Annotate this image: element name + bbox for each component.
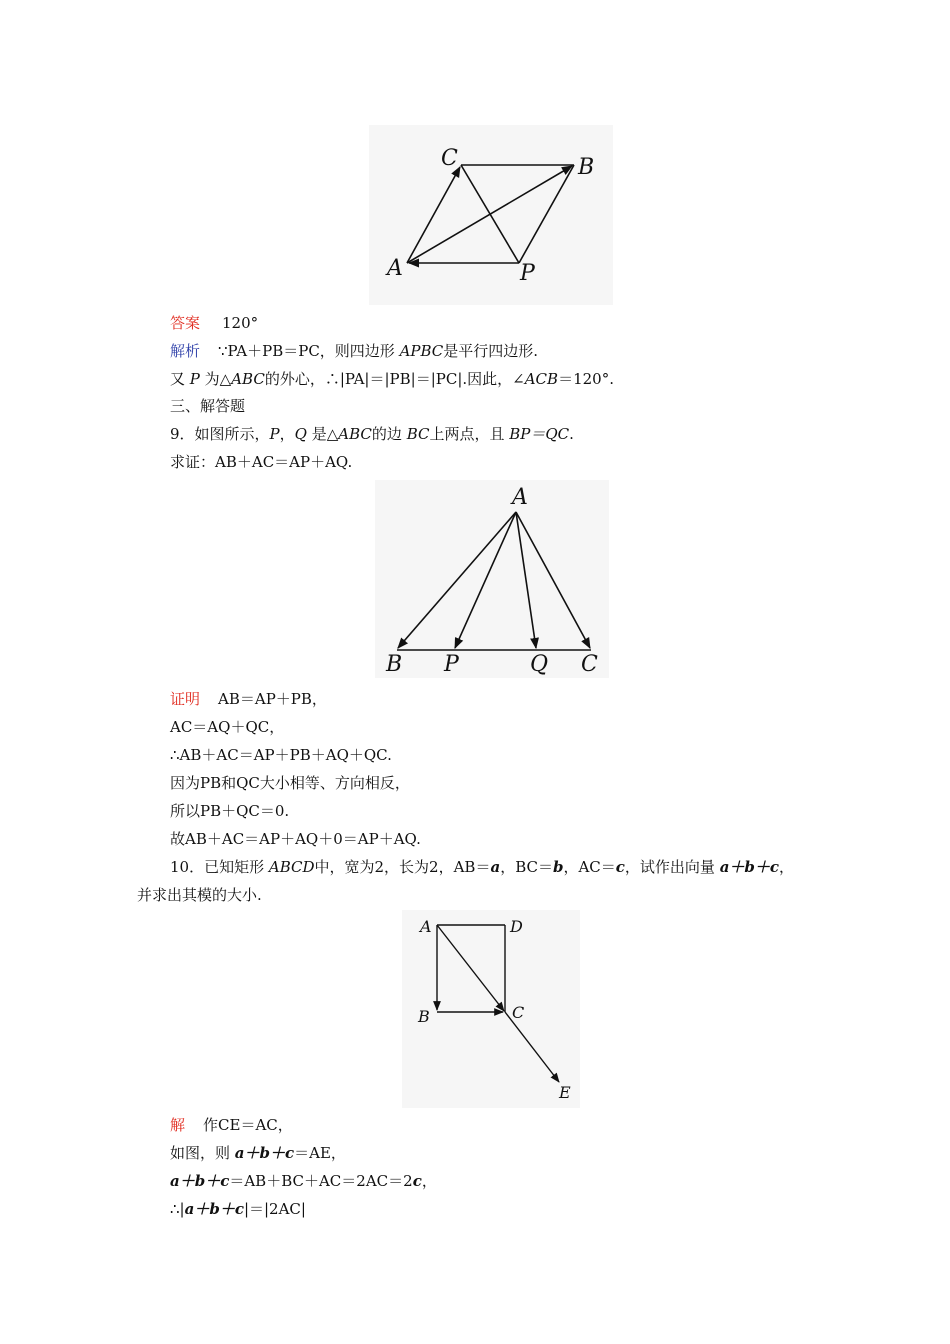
text: 上两点，且 <box>429 425 510 443</box>
text: ， <box>279 425 295 443</box>
problem10-statement-2: 并求出其模的大小. <box>137 886 262 904</box>
figure-parallelogram <box>369 125 613 305</box>
segment-bp <box>519 165 574 263</box>
text: 如图，则 <box>170 1144 235 1162</box>
vec-sum: a＋b＋c <box>719 858 780 876</box>
label-b: B <box>386 652 403 677</box>
proof-line-1 <box>170 689 327 709</box>
proof-line-6: 故AB＋AC＝AP＋AQ＋0＝AP＋AQ. <box>170 830 421 848</box>
text: ， <box>779 858 795 876</box>
var-p: P <box>189 370 200 388</box>
vector-ac <box>407 167 460 263</box>
solution-line-1 <box>170 1115 293 1135</box>
figure-triangle <box>375 480 609 678</box>
label-p: P <box>444 652 459 677</box>
text: ，AC＝ <box>563 858 616 876</box>
solution-tag: 解 <box>170 1116 186 1134</box>
problem9-prove: 求证：AB＋AC＝AP＋AQ. <box>170 453 353 471</box>
proof-tag: 证明 <box>170 690 201 708</box>
analysis-line-1 <box>170 341 538 361</box>
label-q: Q <box>530 652 549 677</box>
var-abc: ABC <box>231 370 265 388</box>
solution-line-2 <box>170 1143 346 1163</box>
text: ， <box>421 1172 437 1190</box>
text: ＝AB＋BC＋AC＝2AC＝2 <box>229 1172 413 1190</box>
proof-line-5: 所以PB＋QC＝0. <box>170 802 290 820</box>
text: 的边 <box>371 425 407 443</box>
vector-aq <box>516 512 536 648</box>
text: ∴| <box>170 1200 185 1218</box>
text: 中，宽为2，长为2，AB＝ <box>314 858 491 876</box>
text: 9．如图所示， <box>170 425 270 443</box>
proof-line-3: ∴AB＋AC＝AP＋PB＋AQ＋QC. <box>170 746 392 764</box>
var-acb: ACB <box>524 370 559 388</box>
text: ，试作出向量 <box>624 858 720 876</box>
vec-a: a <box>490 858 501 876</box>
label-c: C <box>581 652 598 677</box>
text: ，BC＝ <box>500 858 553 876</box>
label-a: A <box>387 256 403 281</box>
text: 又 <box>170 370 190 388</box>
vec-sum: a＋b＋c <box>184 1200 244 1218</box>
analysis-line-2 <box>170 369 614 389</box>
vec-sum: a＋b＋c <box>170 1172 230 1190</box>
vec-sum: a＋b＋c <box>234 1144 295 1162</box>
vec-c: c <box>412 1172 422 1190</box>
label-b: B <box>418 1007 430 1026</box>
vector-ac <box>516 512 590 648</box>
text: 10．已知矩形 <box>170 858 269 876</box>
var-abc: ABC <box>338 425 372 443</box>
vector-ap <box>455 512 516 648</box>
vector-ab <box>398 512 516 648</box>
label-a: A <box>420 917 432 936</box>
text: 是△ <box>306 425 339 443</box>
label-b: B <box>578 155 595 180</box>
text: ＝AE， <box>294 1144 346 1162</box>
proof-line-2: AC＝AQ＋QC， <box>170 718 285 736</box>
text: |＝|2AC| <box>243 1200 306 1218</box>
answer-line <box>170 313 258 333</box>
proof-text: AB＝AP＋PB， <box>218 690 327 708</box>
analysis-text: ∵PA＋PB＝PC，则四边形 <box>218 342 400 360</box>
problem9-statement <box>170 424 574 444</box>
var-q: Q <box>294 425 307 443</box>
figure-rectangle <box>402 910 580 1108</box>
text: 为△ <box>199 370 232 388</box>
vec-c: c <box>615 858 625 876</box>
label-e: E <box>559 1083 571 1102</box>
segment-cp <box>461 165 519 263</box>
problem10-statement <box>170 857 794 877</box>
solution-line-4 <box>170 1199 306 1219</box>
var-bc: BC <box>406 425 430 443</box>
analysis-quad: APBC <box>399 342 444 360</box>
vec-b: b <box>552 858 564 876</box>
text: . <box>569 425 574 443</box>
section-title: 三、解答题 <box>170 397 246 415</box>
label-c: C <box>441 146 458 171</box>
analysis-tag: 解析 <box>170 342 201 360</box>
text: 的外心，∴|PA|＝|PB|＝|PC|.因此，∠ <box>264 370 525 388</box>
var-p: P <box>269 425 280 443</box>
solution-line-3 <box>170 1171 437 1191</box>
text: ＝120°. <box>558 370 614 388</box>
solution-text: 作CE＝AC， <box>203 1116 293 1134</box>
answer-tag: 答案 <box>170 314 201 332</box>
var-eq: BP＝QC <box>509 425 570 443</box>
var-abcd: ABCD <box>268 858 315 876</box>
proof-line-4: 因为PB和QC大小相等、方向相反， <box>170 774 410 792</box>
label-a: A <box>512 485 528 510</box>
label-p: P <box>520 261 535 286</box>
answer-value: 120° <box>222 314 259 332</box>
analysis-text-end: 是平行四边形. <box>443 342 539 360</box>
label-d: D <box>510 917 523 936</box>
vector-ce <box>505 1012 559 1082</box>
vector-ac <box>437 925 504 1011</box>
label-c: C <box>512 1003 525 1022</box>
